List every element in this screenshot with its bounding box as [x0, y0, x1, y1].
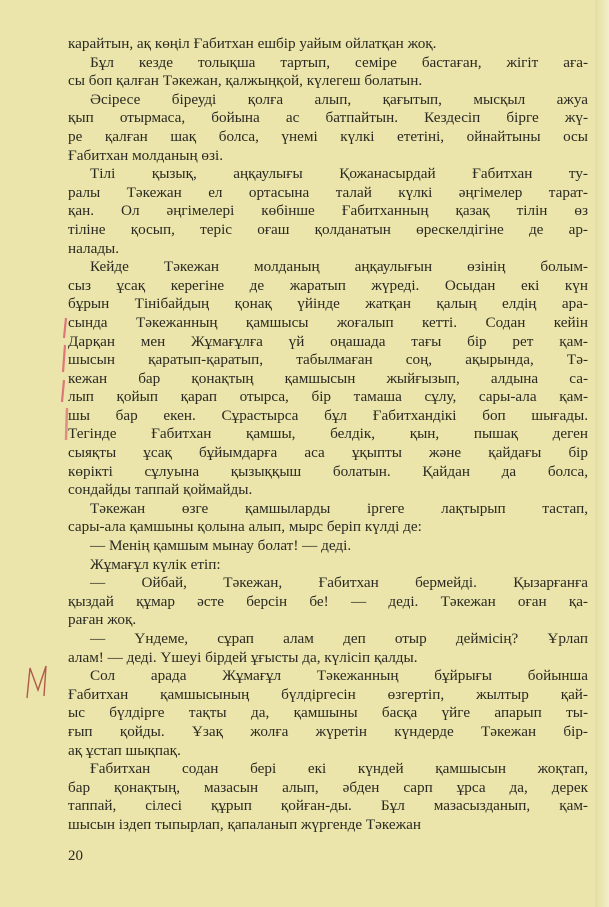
text-line: Жұмағұл күлік етіп: — [90, 555, 221, 573]
text-line: сары-ала қамшыны қолына алып, мырс беріп күлді де: — [68, 518, 422, 536]
paragraph — [68, 574, 588, 630]
text-line: Тегінде Ғабитхан қамшы, белдік, қын, пышақ деген — [68, 425, 588, 443]
text-line: кежан бар қонақтың қамшысын жыйғызып, алдына са- — [68, 369, 588, 387]
text-line: ралы Тәкежан ел ортасына талай күлкі әңгімелер тарат- — [68, 183, 588, 201]
text-line: сыяқты ұсақ бұйымдарға аса ұқыпты және қайдағы бір — [68, 444, 588, 462]
text-line: қан. Ол әңгімелері көбінше Ғабитханның қазақ тілін өз — [68, 202, 588, 220]
text-line: раған жоқ. — [68, 611, 137, 629]
text-line: шысын іздеп тыпырлап, қапаланып жүргенде Тәкежан — [68, 815, 421, 833]
paragraph — [68, 556, 588, 575]
text-line: Сол арада Жұмағұл Тәкежанның бұйрығы бойынша — [90, 667, 588, 685]
text-line: Бұл кезде толықша тартып, семіре бастаған, жігіт аға- — [90, 53, 588, 71]
page-number: 20 — [68, 848, 83, 864]
text-line: сыз ұсақ керегіне де жаратып жүреді. Осыдан екі күн — [68, 276, 588, 294]
paragraph — [68, 630, 588, 667]
red-margin-line — [62, 318, 66, 402]
text-line: Ғабитхан содан бері екі күндей қамшысын жоқтап, — [90, 760, 588, 778]
text-line: налады. — [68, 239, 120, 257]
text-line: шы бар екен. Сұрастырса бұл Ғабитхандікі боп шығады. — [68, 406, 588, 424]
text-line: Кейде Тәкежан молданың аңқаулығын өзінің болым- — [90, 258, 588, 276]
text-line: Дарқан мен Жұмағұлға үй оңашада тағы бір рет қам- — [68, 332, 588, 350]
paragraph — [68, 537, 588, 556]
text-line: ыс бүлдірге тақты да, қамшыны басқа үйге апарып ты- — [68, 704, 588, 722]
text-line: Ғабитхан қамшысының бүлдіргесін өзгертіп, жылтыр қай- — [68, 685, 588, 703]
text-line: — Үндеме, сұрап алам деп отыр деймісің? Ұрлап — [90, 630, 588, 647]
text-line: карайтын, ақ көңіл Ғабитхан ешбір уайым ойлатқан жоқ. — [68, 35, 437, 52]
text-line: Ғабитхан молданың өзі. — [68, 146, 223, 164]
paragraph — [68, 667, 588, 760]
handwritten-m-mark — [27, 666, 46, 698]
text-line: — Менің қамшым мынау болат! — деді. — [90, 537, 352, 555]
book-page-text — [68, 35, 588, 835]
text-line: қып отырмаса, бойына ас батпайтын. Кездесіп бірге жү- — [68, 109, 588, 127]
text-line: бар қонақтың, мазасын алып, әбден сарп ұрса да, дерек — [68, 778, 588, 796]
paragraph — [68, 258, 588, 500]
paragraph — [68, 35, 588, 54]
text-line: қыздай құмар әсте берсін бе! — деді. Тәкежан оған қа- — [68, 592, 588, 610]
text-line: Әсіресе біреуді қолға алып, қағытып, мысқыл ажуа — [90, 90, 588, 108]
paragraph — [68, 760, 588, 834]
text-line: ақ ұстап шықпақ. — [68, 741, 181, 759]
text-line: — Ойбай, Тәкежан, Ғабитхан бермейді. Қызарғанға — [90, 574, 588, 592]
text-line: сы боп қалған Тәкежан, қалжыңқой, күлегеш болатын. — [68, 72, 423, 90]
text-line: таппай, сілесі құрып қойған-ды. Бұл мазасызданып, қам- — [68, 797, 588, 815]
text-line: сондайды таппай қоймайды. — [68, 481, 253, 499]
text-line: бұрын Тінібайдың қонақ үйінде жатқан қалың елдің ара- — [68, 295, 588, 313]
text-line: лып қойып қарап отырса, бір тамаша сұлу, сары-ала қам- — [68, 388, 588, 406]
text-line: Тәкежан өзге қамшыларды іргеге лақтырып тастап, — [90, 499, 588, 517]
paragraph — [68, 165, 588, 258]
text-line: көрікті сұлуына қызыққыш болатын. Қайдан да болса, — [68, 462, 588, 480]
paragraph — [68, 500, 588, 537]
text-line: сында Тәкежанның қамшысы жоғалып кетті. Содан кейін — [68, 313, 588, 331]
text-line: Тілі қызық, аңқаулығы Қожанасырдай Ғабитхан ту- — [90, 165, 588, 183]
text-line: алам! — деді. Үшеуі бірдей ұғысты да, күлісіп қалды. — [68, 648, 418, 666]
red-margin-line — [66, 408, 67, 440]
text-line: тіліне қосып, теріс оғаш қолданатын өрескелдігіне де ар- — [68, 220, 588, 238]
paragraph — [68, 54, 588, 91]
paragraph — [68, 91, 588, 165]
text-line: ғып қойды. Ұзақ жолға жүретін күндерде Тәкежан бір- — [68, 722, 588, 740]
text-line: шысын қаратып-қаратып, табылмаған соң, ақырында, Тә- — [68, 351, 588, 369]
text-line: ре қалған шақ болса, үнемі күлкі ететіні, ойнайтыны осы — [68, 127, 588, 145]
